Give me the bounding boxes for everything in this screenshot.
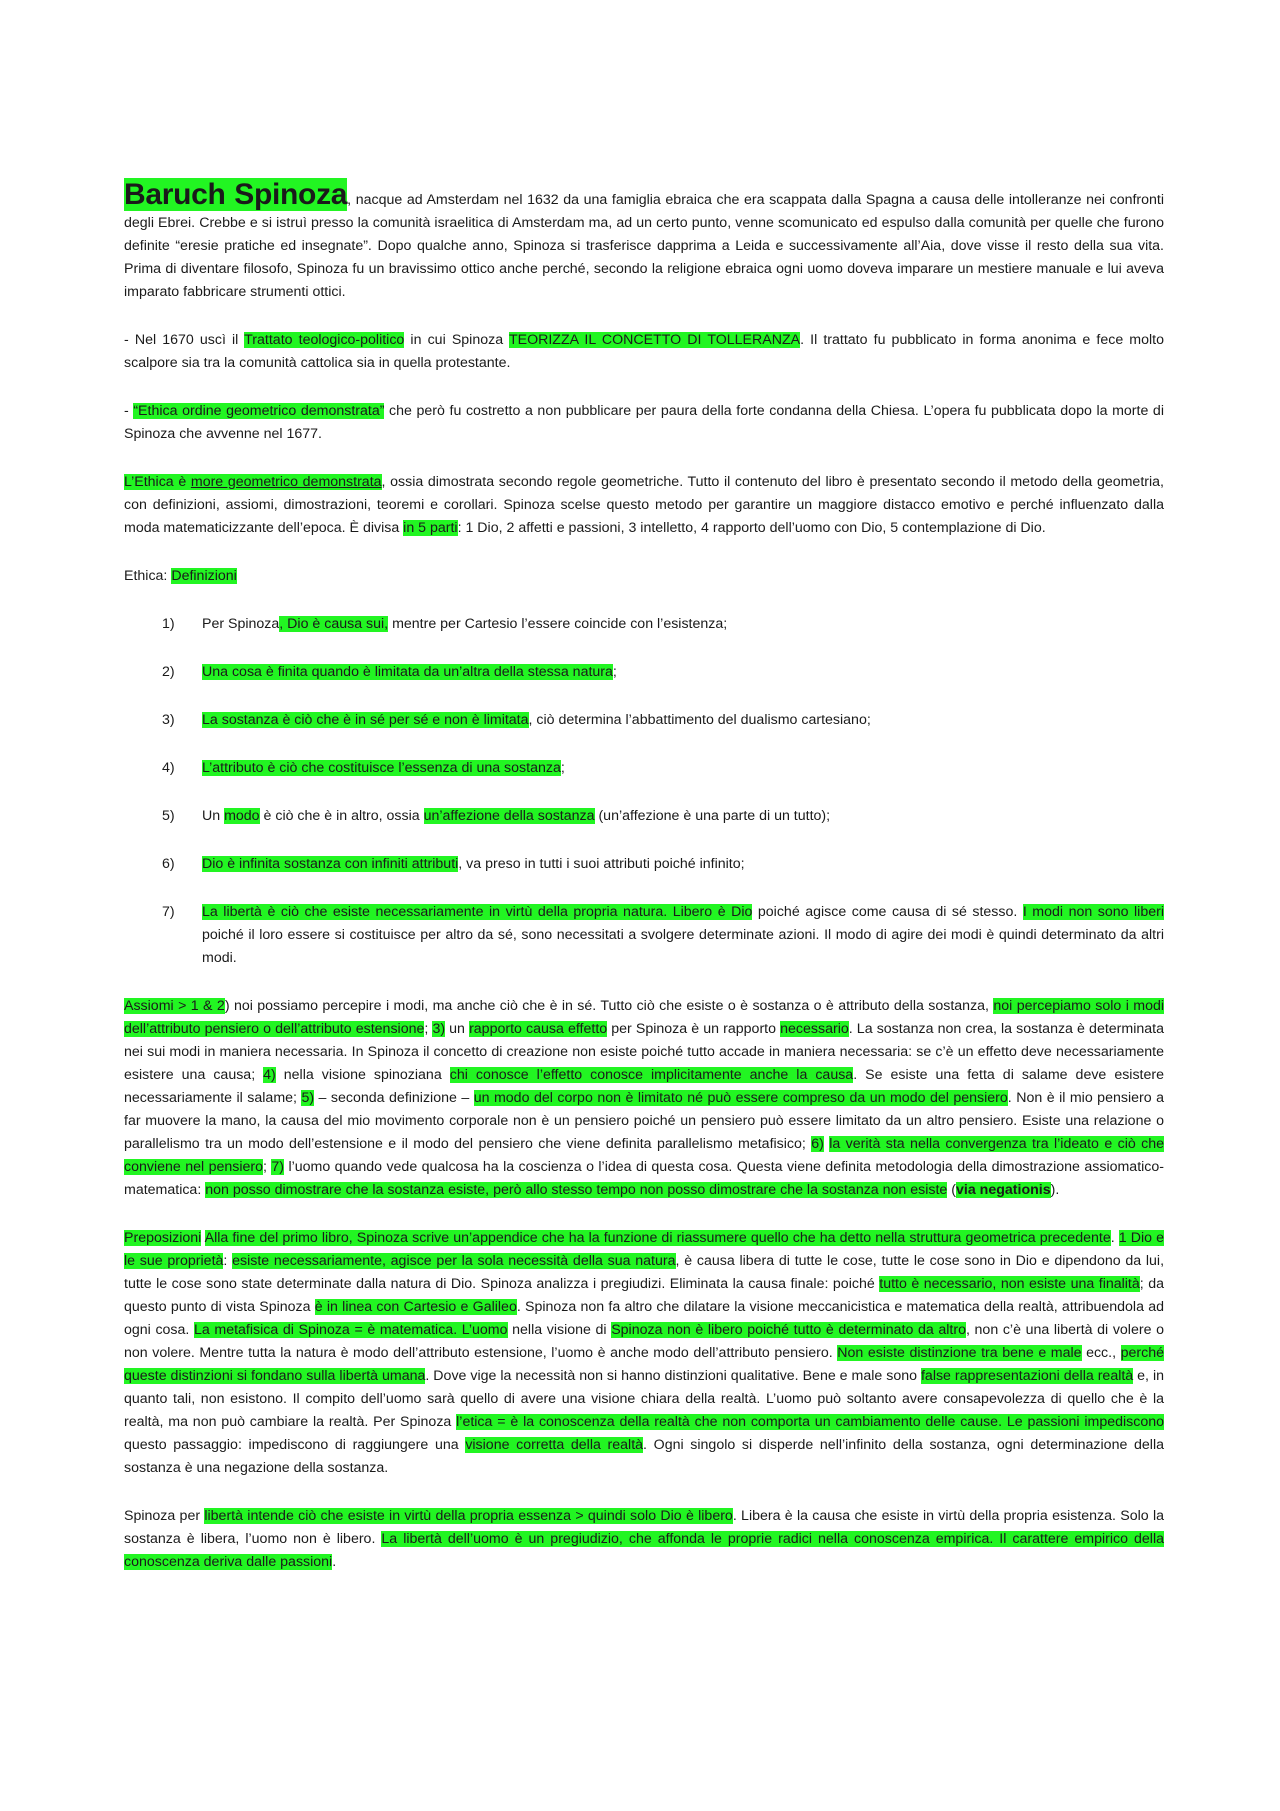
highlight: L’Ethica è: [124, 474, 191, 490]
list-item: [124, 901, 1164, 970]
text-run: nella visione di: [507, 1322, 612, 1338]
definizioni-heading: [124, 565, 1164, 588]
highlight: 3): [432, 1021, 446, 1037]
highlight: Assiomi > 1 & 2: [124, 998, 225, 1014]
text-run: ) noi possiamo percepire i modi, ma anche ciò che è in sé. Tutto ciò che esiste o è sostanza o è attributo della sostanza,: [224, 998, 994, 1014]
highlight: more geometrico demonstrata: [190, 474, 382, 490]
highlight: 6): [811, 1136, 824, 1152]
assiomi-paragraph: [124, 995, 1164, 1202]
text-run: , è causa libera di tutte le cose, tutte le cose sono in Dio e dipendono da lui, tutte le cose sono state determinate dalla natura di Dio. Spinoza analizza i pregiudizi. Eliminata la causa finale: poiché: [124, 1253, 1165, 1292]
highlight: false rappresentazioni della realtà: [920, 1368, 1134, 1384]
list-number: 3): [162, 712, 175, 728]
list-number: 1): [162, 616, 175, 632]
highlight: L’attributo è ciò che costituisce l’essenza di una sostanza: [202, 760, 561, 776]
highlight: La metafisica di Spinoza = è matematica. L’uomo: [193, 1322, 508, 1338]
ethica-opera-paragraph: [124, 400, 1164, 446]
text-run: . Dove vige la necessità non si hanno distinzioni qualitative. Bene e male sono: [425, 1368, 921, 1384]
highlight: visione corretta della realtà: [465, 1437, 644, 1453]
highlight: Dio è infinita sostanza con infiniti attributi: [202, 856, 459, 872]
text-run: questo passaggio: impediscono di raggiungere una: [124, 1437, 466, 1453]
list-number: 7): [162, 904, 175, 920]
text-run: ;: [612, 664, 617, 680]
page-title: Baruch Spinoza: [124, 178, 348, 211]
text-run: ;: [424, 1021, 433, 1037]
text-run: . Non è il mio pensiero a far muovere la mano, la causa del mio movimento corporale non è un pensiero poiché un pensiero può essere limitato da un altro pensiero. Esiste una relazione o parallelismo tra un modo dell’estensione e il modo del pensiero che viene definita parallelismo metafisico;: [124, 1090, 1164, 1152]
text-run: : 1 Dio, 2 affetti e passioni, 3 intelletto, 4 rapporto dell’uomo con Dio, 5 contemplazione di Dio.: [457, 520, 1046, 536]
highlight: Non esiste distinzione tra bene e male: [837, 1345, 1082, 1361]
text-run: (: [947, 1182, 956, 1198]
text-run: è ciò che è in altro, ossia: [259, 808, 424, 824]
highlight: “Ethica ordine geometrico demonstrata”: [133, 403, 385, 419]
text-run: poiché il loro essere si costituisce per altro da sé, sono necessitati a svolgere determinate azioni. Il modo di agire dei modi è quindi determinato da altri modi.: [202, 927, 1164, 966]
text-run: . La sostanza non crea, la sostanza è determinata nei sui modi in maniera necessaria. In Spinoza il concetto di creazione non esiste poiché tutto accade in maniera necessaria: se c’è un effetto deve necessariamente esistere una causa;: [124, 1021, 1164, 1083]
text-run: – seconda definizione –: [314, 1090, 474, 1106]
highlight: La libertà è ciò che esiste necessariamente in virtù della propria natura. Libero è Dio: [202, 904, 753, 920]
highlight: Preposizioni: [124, 1230, 202, 1246]
highlight: 1 Dio e le sue proprietà: [124, 1230, 1164, 1269]
text-run: . Se esiste una fetta di salame deve esistere necessariamente il salame;: [124, 1067, 1164, 1106]
liberta-paragraph: [124, 1505, 1164, 1574]
highlight: rapporto causa effetto: [469, 1021, 608, 1037]
highlight: modo: [224, 808, 260, 824]
intro-paragraph: [124, 180, 1164, 304]
text-run: Spinoza per: [124, 1508, 205, 1524]
highlight: non posso dimostrare che la sostanza esiste, però allo stesso tempo non posso dimostrare che la sostanza non esiste: [205, 1182, 948, 1198]
text-run: . Libera è la causa che esiste in virtù della propria esistenza. Solo la sostanza è libera, l’uomo non è libero.: [124, 1508, 1164, 1547]
list-number: 5): [162, 808, 175, 824]
text-run: per Spinoza è un rapporto: [607, 1021, 781, 1037]
highlight: tutto è necessario, non esiste una finalità: [879, 1276, 1140, 1292]
text-run: -: [124, 403, 134, 419]
highlight: l’etica = è la conoscenza della realtà che non comporta un cambiamento delle cause. Le passioni impediscono: [456, 1414, 1164, 1430]
list-item: [124, 661, 1164, 684]
list-item: [124, 805, 1164, 828]
highlight: , Dio è causa sui,: [279, 616, 389, 632]
intro-text: , nacque ad Amsterdam nel 1632 da una famiglia ebraica che era scappata dalla Spagna a causa delle intolleranze nei confronti degli Ebrei. Crebbe e si istruì presso la comunità israelitica di Amsterdam ma, ad un certo punto, venne scomunicato ed espulso dalla comunità per quelle che furono definite “eresie pratiche ed insegnate”. Dopo qualche anno, Spinoza si trasferisce dapprima a Leida e successivamente all’Aia, dove visse il resto della sua vita. Prima di diventare filosofo, Spinoza fu un bravissimo ottico anche perché, secondo la religione ebraica ogni uomo doveva imparare un mestiere manuale e lui aveva imparato fabbricare strumenti ottici.: [124, 192, 1165, 300]
highlight: 7): [271, 1159, 285, 1175]
text-run: , va preso in tutti i suoi attributi poiché infinito;: [458, 856, 745, 872]
highlight: I modi non sono liberi: [1022, 904, 1164, 920]
highlight: Una cosa è finita quando è limitata da un’altra della stessa natura: [202, 664, 613, 680]
text-run: l’uomo quando vede qualcosa ha la coscienza o l’idea di questa cosa. Questa viene definita metodologia della dimostrazione assiomatico-matematica:: [124, 1159, 1164, 1198]
text-run: ;: [560, 760, 565, 776]
highlight: Trattato teologico-politico: [244, 332, 405, 348]
text-run: , ciò determina l’abbattimento del dualismo cartesiano;: [528, 712, 871, 728]
ethica-more-paragraph: [124, 471, 1164, 540]
text-run: (un’affezione è una parte di un tutto);: [594, 808, 831, 824]
text-run: :: [223, 1253, 233, 1269]
text-run: . Spinoza non fa altro che dilatare la visione meccanicistica e matematica della realtà, attribuendola ad ogni cosa.: [124, 1299, 1164, 1338]
highlight: perché queste distinzioni si fondano sulla libertà umana: [124, 1345, 1164, 1384]
highlight: è in linea con Cartesio e Galileo: [314, 1299, 517, 1315]
text-run: . Ogni singolo si disperde nell’infinito della sostanza, ogni determinazione della sostanza è una negazione della sostanza.: [124, 1437, 1164, 1476]
text-run: ecc.,: [1081, 1345, 1121, 1361]
highlight: la verità sta nella convergenza tra l’ideato e ciò che conviene nel pensiero: [124, 1136, 1164, 1175]
highlight: TEORIZZA IL CONCETTO DI TOLLERANZA: [508, 332, 801, 348]
highlight: un modo del corpo non è limitato né può essere compreso da un modo del pensiero: [473, 1090, 1008, 1106]
highlight: Spinoza non è libero poiché tutto è determinato da altro: [611, 1322, 966, 1338]
trattato-paragraph: [124, 329, 1164, 375]
text-run: .: [1110, 1230, 1119, 1246]
highlight: La libertà dell’uomo è un pregiudizio, che affonda le proprie radici nella conoscenza empirica. Il carattere empirico della conoscenza deriva dalle passioni: [124, 1531, 1165, 1570]
text-run: ; da questo punto di vista Spinoza: [124, 1276, 1164, 1315]
text-run: un: [445, 1021, 470, 1037]
definitions-list: [124, 613, 1164, 970]
highlight: necessario: [780, 1021, 849, 1037]
text-run: ;: [263, 1159, 272, 1175]
list-item: [124, 853, 1164, 876]
list-item: [124, 613, 1164, 636]
text-run: nella visione spinoziana: [275, 1067, 450, 1083]
highlight: chi conosce l’effetto conosce implicitamente anche la causa: [449, 1067, 854, 1083]
text-run: che però fu costretto a non pubblicare per paura della forte condanna della Chiesa. L’opera fu pubblicata dopo la morte di Spinoza che avvenne nel 1677.: [124, 403, 1164, 442]
text-run: poiché agisce come causa di sé stesso.: [752, 904, 1023, 920]
text-run: , non c’è una libertà di volere o non volere. Mentre tutta la natura è modo dell’attributo estensione, l’uomo è anche modo dell’attributo pensiero.: [124, 1322, 1164, 1361]
text-run: e, in quanto tali, non esistono. Il compito dell’uomo sarà quello di avere una visione chiara della realtà. L’uomo può soltanto avere consapevolezza di quello che è la realtà, ma non può cambiare la realtà. Per Spinoza: [124, 1368, 1165, 1430]
list-number: 4): [162, 760, 175, 776]
document-page: [124, 180, 1164, 1599]
list-number: 2): [162, 664, 175, 680]
text-run: ).: [1050, 1182, 1060, 1198]
highlight: libertà intende ciò che esiste in virtù della propria essenza > quindi solo Dio è libero: [204, 1508, 733, 1524]
text-run: Un: [202, 808, 225, 824]
text-run: mentre per Cartesio l’essere coincide con l’esistenza;: [388, 616, 728, 632]
text-run: .: [332, 1554, 337, 1570]
highlight: un’affezione della sostanza: [423, 808, 595, 824]
text-run: Ethica:: [124, 568, 172, 584]
preposizioni-paragraph: [124, 1227, 1164, 1480]
highlight: via negationis: [956, 1182, 1051, 1198]
text-run: - Nel 1670 uscì il: [124, 332, 245, 348]
highlight: 4): [263, 1067, 276, 1083]
text-run: , ossia dimostrata secondo regole geometriche. Tutto il contenuto del libro è presentato secondo il metodo della geometria, con definizioni, assiomi, dimostrazioni, teoremi e corollari. Spinoza scelse questo metodo per garantire un maggiore distacco emotivo e perché influenzato dalla moda matematicizzante dell’epoca. È divisa: [124, 474, 1164, 536]
highlight: Definizioni: [171, 568, 237, 584]
list-item: [124, 757, 1164, 780]
highlight: noi percepiamo solo i modi dell’attributo pensiero o dell’attributo estensione: [124, 998, 1165, 1037]
highlight: Alla fine del primo libro, Spinoza scrive un’appendice che ha la funzione di riassumere quello che ha detto nella struttura geometrica precedente: [204, 1230, 1111, 1246]
list-number: 6): [162, 856, 175, 872]
text-run: . Il trattato fu pubblicato in forma anonima e fece molto scalpore sia tra la comunità cattolica sia in quella protestante.: [124, 332, 1165, 371]
list-item: [124, 709, 1164, 732]
text-run: Per Spinoza: [202, 616, 280, 632]
highlight: La sostanza è ciò che è in sé per sé e non è limitata: [202, 712, 529, 728]
highlight: esiste necessariamente, agisce per la sola necessità della sua natura: [232, 1253, 676, 1269]
text-run: in cui Spinoza: [404, 332, 509, 348]
highlight: in 5 parti: [403, 520, 458, 536]
highlight: 5): [301, 1090, 315, 1106]
